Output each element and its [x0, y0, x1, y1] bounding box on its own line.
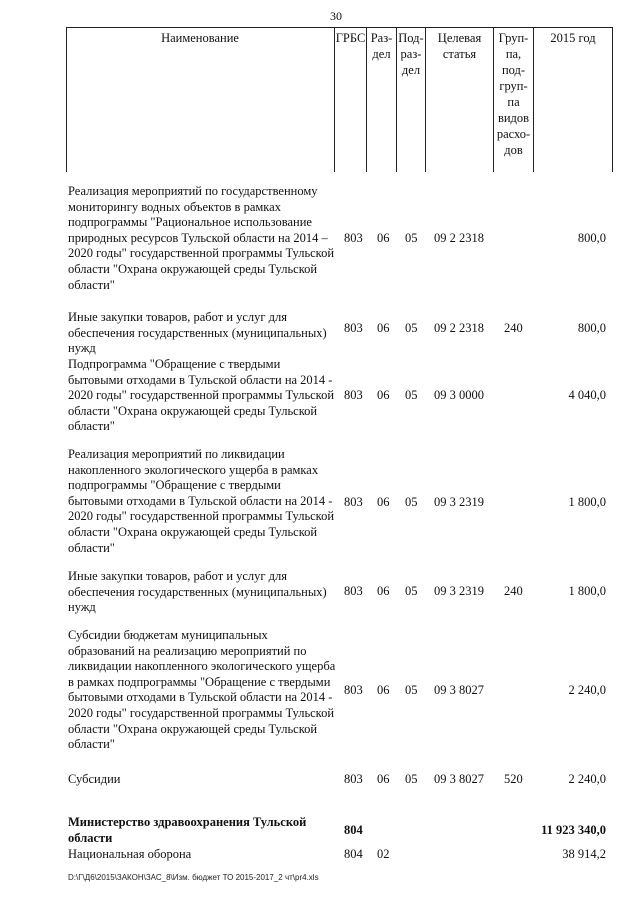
column-divider: [612, 27, 613, 172]
row-name: Субсидии: [68, 772, 121, 786]
row-grbs: 803: [344, 683, 363, 697]
row-name: Реализация мероприятий по государственному мониторингу водных объектов в рамках подпрограммы "Рациональное использование природных ресурсов Тульской области на 2014 – 2020 годы" государственной программы Тульской области "Охрана окружающей среды Тульской области": [68, 184, 335, 292]
row-sum: 4 040,0: [568, 388, 606, 402]
column-divider: [66, 27, 67, 172]
row-sum: 800,0: [577, 231, 606, 245]
header-celevaya: Целевая статья: [437, 31, 482, 61]
row-celevaya: 09 3 0000: [434, 388, 484, 402]
column-divider: [533, 27, 534, 172]
row-celevaya: 09 3 2319: [434, 584, 484, 598]
row-celevaya: 09 2 2318: [434, 321, 484, 335]
row-gruppa: 240: [504, 584, 523, 598]
row-sum: 11 923 340,0: [541, 823, 606, 837]
row-podrazdel: 05: [405, 231, 418, 245]
row-grbs: 803: [344, 388, 363, 402]
file-path-footer: D:\Г\Д6\2015\ЗАКОН\ЗАС_8\Изм. бюджет ТО 2015-2017_2 чт\pr4.xls: [68, 873, 319, 882]
row-celevaya: 09 3 2319: [434, 495, 484, 509]
row-podrazdel: 05: [405, 321, 418, 335]
header-name: Наименование: [161, 31, 239, 45]
row-celevaya: 09 2 2318: [434, 231, 484, 245]
row-sum: 2 240,0: [568, 683, 606, 697]
row-name: Национальная оборона: [68, 847, 192, 861]
row-razdel: 06: [377, 231, 390, 245]
row-name: Субсидии бюджетам муниципальных образований на реализацию мероприятий по ликвидации накопленного экологического ущерба в рамках подпрограммы "Обращение с твердыми бытовыми отходами в Тульской области на 2014 - 2020 годы" государственной программы Тульской области "Охрана окружающей среды Тульской области": [68, 628, 336, 752]
row-podrazdel: 05: [405, 495, 418, 509]
row-razdel: 02: [377, 847, 390, 861]
row-name: Подпрограмма "Обращение с твердыми бытовыми отходами в Тульской области на 2014 - 2020 годы" государственной программы Тульской области "Охрана окружающей среды Тульской области": [68, 357, 335, 434]
row-razdel: 06: [377, 495, 390, 509]
row-celevaya: 09 3 8027: [434, 772, 484, 786]
row-sum: 800,0: [577, 321, 606, 335]
row-name: Реализация мероприятий по ликвидации накопленного экологического ущерба в рамках подпрограммы "Обращение с твердыми бытовыми отходами в Тульской области на 2014 - 2020 годы" государственной программы Тульской области "Охрана окружающей среды Тульской области": [68, 447, 335, 555]
row-grbs: 803: [344, 584, 363, 598]
row-razdel: 06: [377, 772, 390, 786]
header-year: 2015 год: [550, 31, 596, 45]
row-sum: 38 914,2: [562, 847, 606, 861]
row-grbs: 804: [344, 847, 363, 861]
row-podrazdel: 05: [405, 772, 418, 786]
row-grbs: 803: [344, 321, 363, 335]
row-razdel: 06: [377, 321, 390, 335]
row-sum: 1 800,0: [568, 584, 606, 598]
row-podrazdel: 05: [405, 388, 418, 402]
header-grbs: ГРБС: [335, 31, 366, 45]
column-divider: [334, 27, 335, 172]
row-gruppa: 520: [504, 772, 523, 786]
header-gruppa: Груп- па, под- груп- па видов расхо- дов: [496, 31, 531, 157]
row-razdel: 06: [377, 683, 390, 697]
row-grbs: 803: [344, 495, 363, 509]
row-grbs: 803: [344, 231, 363, 245]
row-sum: 2 240,0: [568, 772, 606, 786]
row-celevaya: 09 3 8027: [434, 683, 484, 697]
row-sum: 1 800,0: [568, 495, 606, 509]
row-podrazdel: 05: [405, 584, 418, 598]
row-razdel: 06: [377, 584, 390, 598]
header-podrazdel: Под- раз- дел: [398, 31, 424, 77]
row-razdel: 06: [377, 388, 390, 402]
row-grbs: 804: [344, 823, 363, 837]
row-name: Иные закупки товаров, работ и услуг для обеспечения государственных (муниципальных) нужд: [68, 310, 327, 356]
row-name: Министерство здравоохранения Тульской области: [68, 815, 307, 845]
row-name: Иные закупки товаров, работ и услуг для обеспечения государственных (муниципальных) нужд: [68, 569, 327, 615]
header-top-border: [66, 27, 613, 28]
row-gruppa: 240: [504, 321, 523, 335]
header-razdel: Раз- дел: [370, 31, 393, 61]
row-grbs: 803: [344, 772, 363, 786]
row-podrazdel: 05: [405, 683, 418, 697]
table-header: [66, 27, 613, 172]
page-number: 30: [330, 9, 342, 23]
